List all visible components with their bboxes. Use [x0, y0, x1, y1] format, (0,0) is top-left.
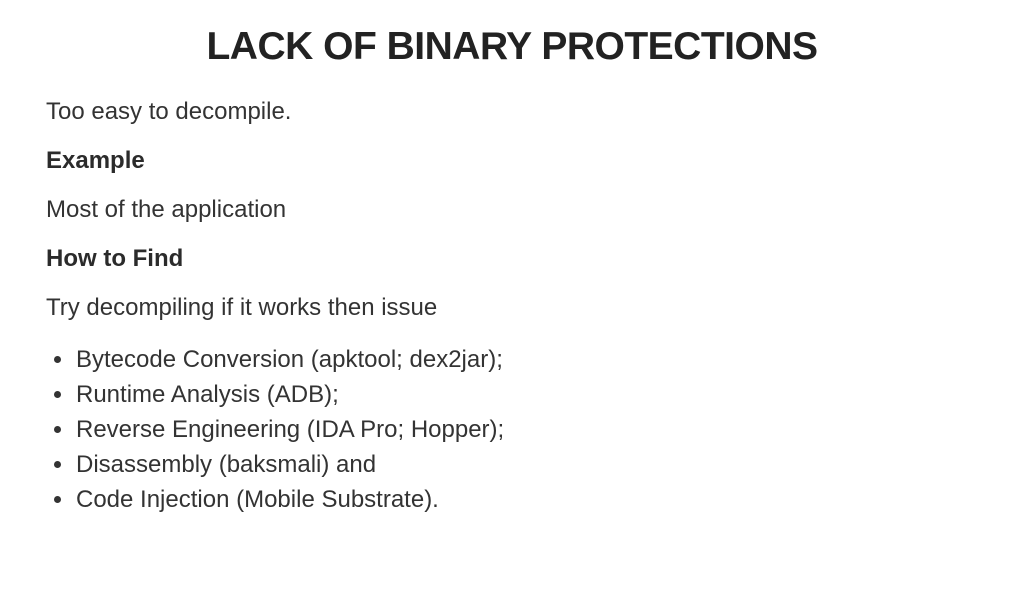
list-item: • Bytecode Conversion (apktool; dex2jar); [75, 342, 978, 377]
list-item: • Reverse Engineering (IDA Pro; Hopper); [75, 412, 978, 447]
slide-title: LACK OF BINARY PROTECTIONS [206, 25, 818, 68]
paragraph-how-to-find-body: Try decompiling if it works then issue [46, 293, 438, 321]
list-item: • Disassembly (baksmali) and [75, 447, 978, 482]
paragraph-example-body: Most of the application [46, 195, 287, 223]
list-item: • Code Injection (Mobile Substrate). [75, 482, 978, 517]
paragraph-intro: Too easy to decompile. [46, 97, 292, 125]
list-item: • Runtime Analysis (ADB); [75, 377, 978, 412]
heading-how-to-find: How to Find [46, 244, 184, 272]
bullet-list [46, 342, 978, 517]
heading-example: Example [46, 146, 145, 174]
